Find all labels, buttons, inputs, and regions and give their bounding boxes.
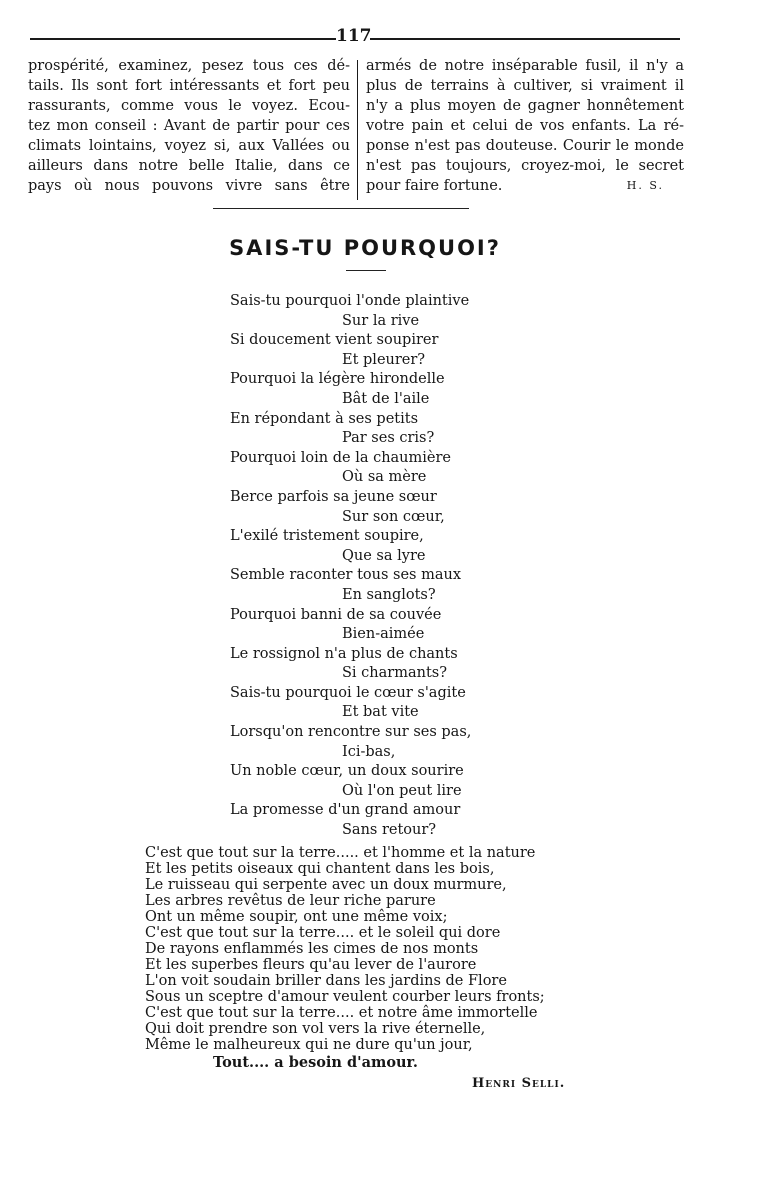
- text-line: n'y a plus moyen de gagner honnêtement: [366, 98, 684, 114]
- text-line: armés de notre inséparable fusil, il n'y a: [366, 58, 684, 74]
- verse-line: Bât de l'aile: [342, 390, 430, 407]
- text-line: climats lointains, voyez si, aux Vallées ou: [28, 138, 350, 154]
- verse-line: Par ses cris?: [342, 430, 435, 447]
- verse-line: Berce parfois sa jeune sœur: [230, 488, 437, 505]
- page-header: [30, 26, 680, 46]
- verse-line: Semble raconter tous ses maux: [230, 567, 462, 584]
- header-rule-right: [370, 38, 680, 40]
- text-line: rassurants, comme vous le voyez. Ecou-: [28, 98, 350, 114]
- closing-line: C'est que tout sur la terre..... et l'homme et la nature: [145, 845, 536, 861]
- closing-line: Sous un sceptre d'amour veulent courber leurs fronts;: [145, 989, 545, 1005]
- closing-line: De rayons enflammés les cimes de nos monts: [145, 941, 479, 957]
- verse-line: Pourquoi loin de la chaumière: [230, 449, 452, 466]
- verse-line: Sais-tu pourquoi le cœur s'agite: [230, 684, 466, 701]
- verse-line: Bien-aimée: [342, 626, 425, 643]
- verse-line: Lorsqu'on rencontre sur ses pas,: [230, 724, 472, 741]
- text-line: votre pain et celui de vos enfants. La ré-: [366, 118, 684, 134]
- verse-line: Un noble cœur, un doux sourire: [230, 763, 464, 780]
- verse-line: Que sa lyre: [342, 547, 426, 564]
- verse-line: Sans retour?: [342, 822, 437, 839]
- verse-line: Sur la rive: [342, 312, 420, 329]
- text-line: prospérité, examinez, pesez tous ces dé-: [28, 58, 350, 74]
- text-line: tez mon conseil : Avant de partir pour ces: [28, 118, 350, 134]
- poem-stanza: [230, 292, 471, 841]
- title-ornament: [346, 270, 386, 271]
- closing-line: Et les superbes fleurs qu'au lever de l'aurore: [145, 957, 477, 973]
- text-line: plus de terrains à cultiver, si vraiment il: [366, 78, 684, 94]
- verse-line: Le rossignol n'a plus de chants: [230, 645, 458, 662]
- verse-line: Pourquoi la légère hirondelle: [230, 371, 445, 388]
- header-rule-left: [30, 38, 336, 40]
- closing-line: C'est que tout sur la terre.... et le soleil qui dore: [145, 925, 501, 941]
- verse-line: En répondant à ses petits: [230, 410, 419, 427]
- poem-closing-stanza: [145, 845, 545, 1071]
- verse-line: Pourquoi banni de sa couvée: [230, 606, 442, 623]
- closing-line: Et les petits oiseaux qui chantent dans les bois,: [145, 861, 495, 877]
- left-column: [28, 56, 350, 196]
- verse-line: Où sa mère: [342, 469, 427, 486]
- verse-line: L'exilé tristement soupire,: [230, 528, 424, 545]
- page-number: 117: [336, 26, 372, 46]
- text-line: n'est pas toujours, croyez-moi, le secret: [366, 158, 684, 174]
- closing-line: Les arbres revêtus de leur riche parure: [145, 893, 436, 909]
- text-line: ailleurs dans notre belle Italie, dans ce: [28, 158, 350, 174]
- verse-line: En sanglots?: [342, 586, 436, 603]
- article-signature: H. S.: [626, 179, 664, 192]
- poem-title: SAIS-TU POURQUOI?: [229, 236, 501, 260]
- text-line: tails. Ils sont fort intéressants et fort peu: [28, 78, 350, 94]
- verse-line: Si doucement vient soupirer: [230, 332, 439, 349]
- closing-line: Le ruisseau qui serpente avec un doux murmure,: [145, 877, 507, 893]
- verse-line: Où l'on peut lire: [342, 782, 462, 799]
- verse-line: La promesse d'un grand amour: [230, 802, 461, 819]
- closing-final-line: Tout.... a besoin d'amour.: [213, 1054, 418, 1071]
- closing-line: Ont un même soupir, ont une même voix;: [145, 909, 448, 925]
- section-separator: [213, 208, 469, 209]
- poem-author: Henri Selli.: [472, 1076, 566, 1091]
- verse-line: Et bat vite: [342, 704, 419, 721]
- verse-line: Si charmants?: [342, 665, 447, 682]
- verse-line: Ici-bas,: [342, 743, 396, 760]
- verse-line: Sur son cœur,: [342, 508, 445, 525]
- closing-line: C'est que tout sur la terre.... et notre âme immortelle: [145, 1005, 538, 1021]
- closing-line: L'on voit soudain briller dans les jardins de Flore: [145, 973, 507, 989]
- right-column: [366, 56, 684, 196]
- text-line: pays où nous pouvons vivre sans être: [28, 178, 350, 194]
- verse-line: Sais-tu pourquoi l'onde plaintive: [230, 293, 470, 309]
- text-line: ponse n'est pas douteuse. Courir le monde: [366, 138, 684, 154]
- text-line: pour faire fortune.: [366, 178, 503, 194]
- closing-line: Même le malheureux qui ne dure qu'un jour,: [145, 1037, 473, 1053]
- column-divider: [357, 60, 358, 200]
- verse-line: Et pleurer?: [342, 351, 426, 368]
- closing-line: Qui doit prendre son vol vers la rive éternelle,: [145, 1021, 486, 1037]
